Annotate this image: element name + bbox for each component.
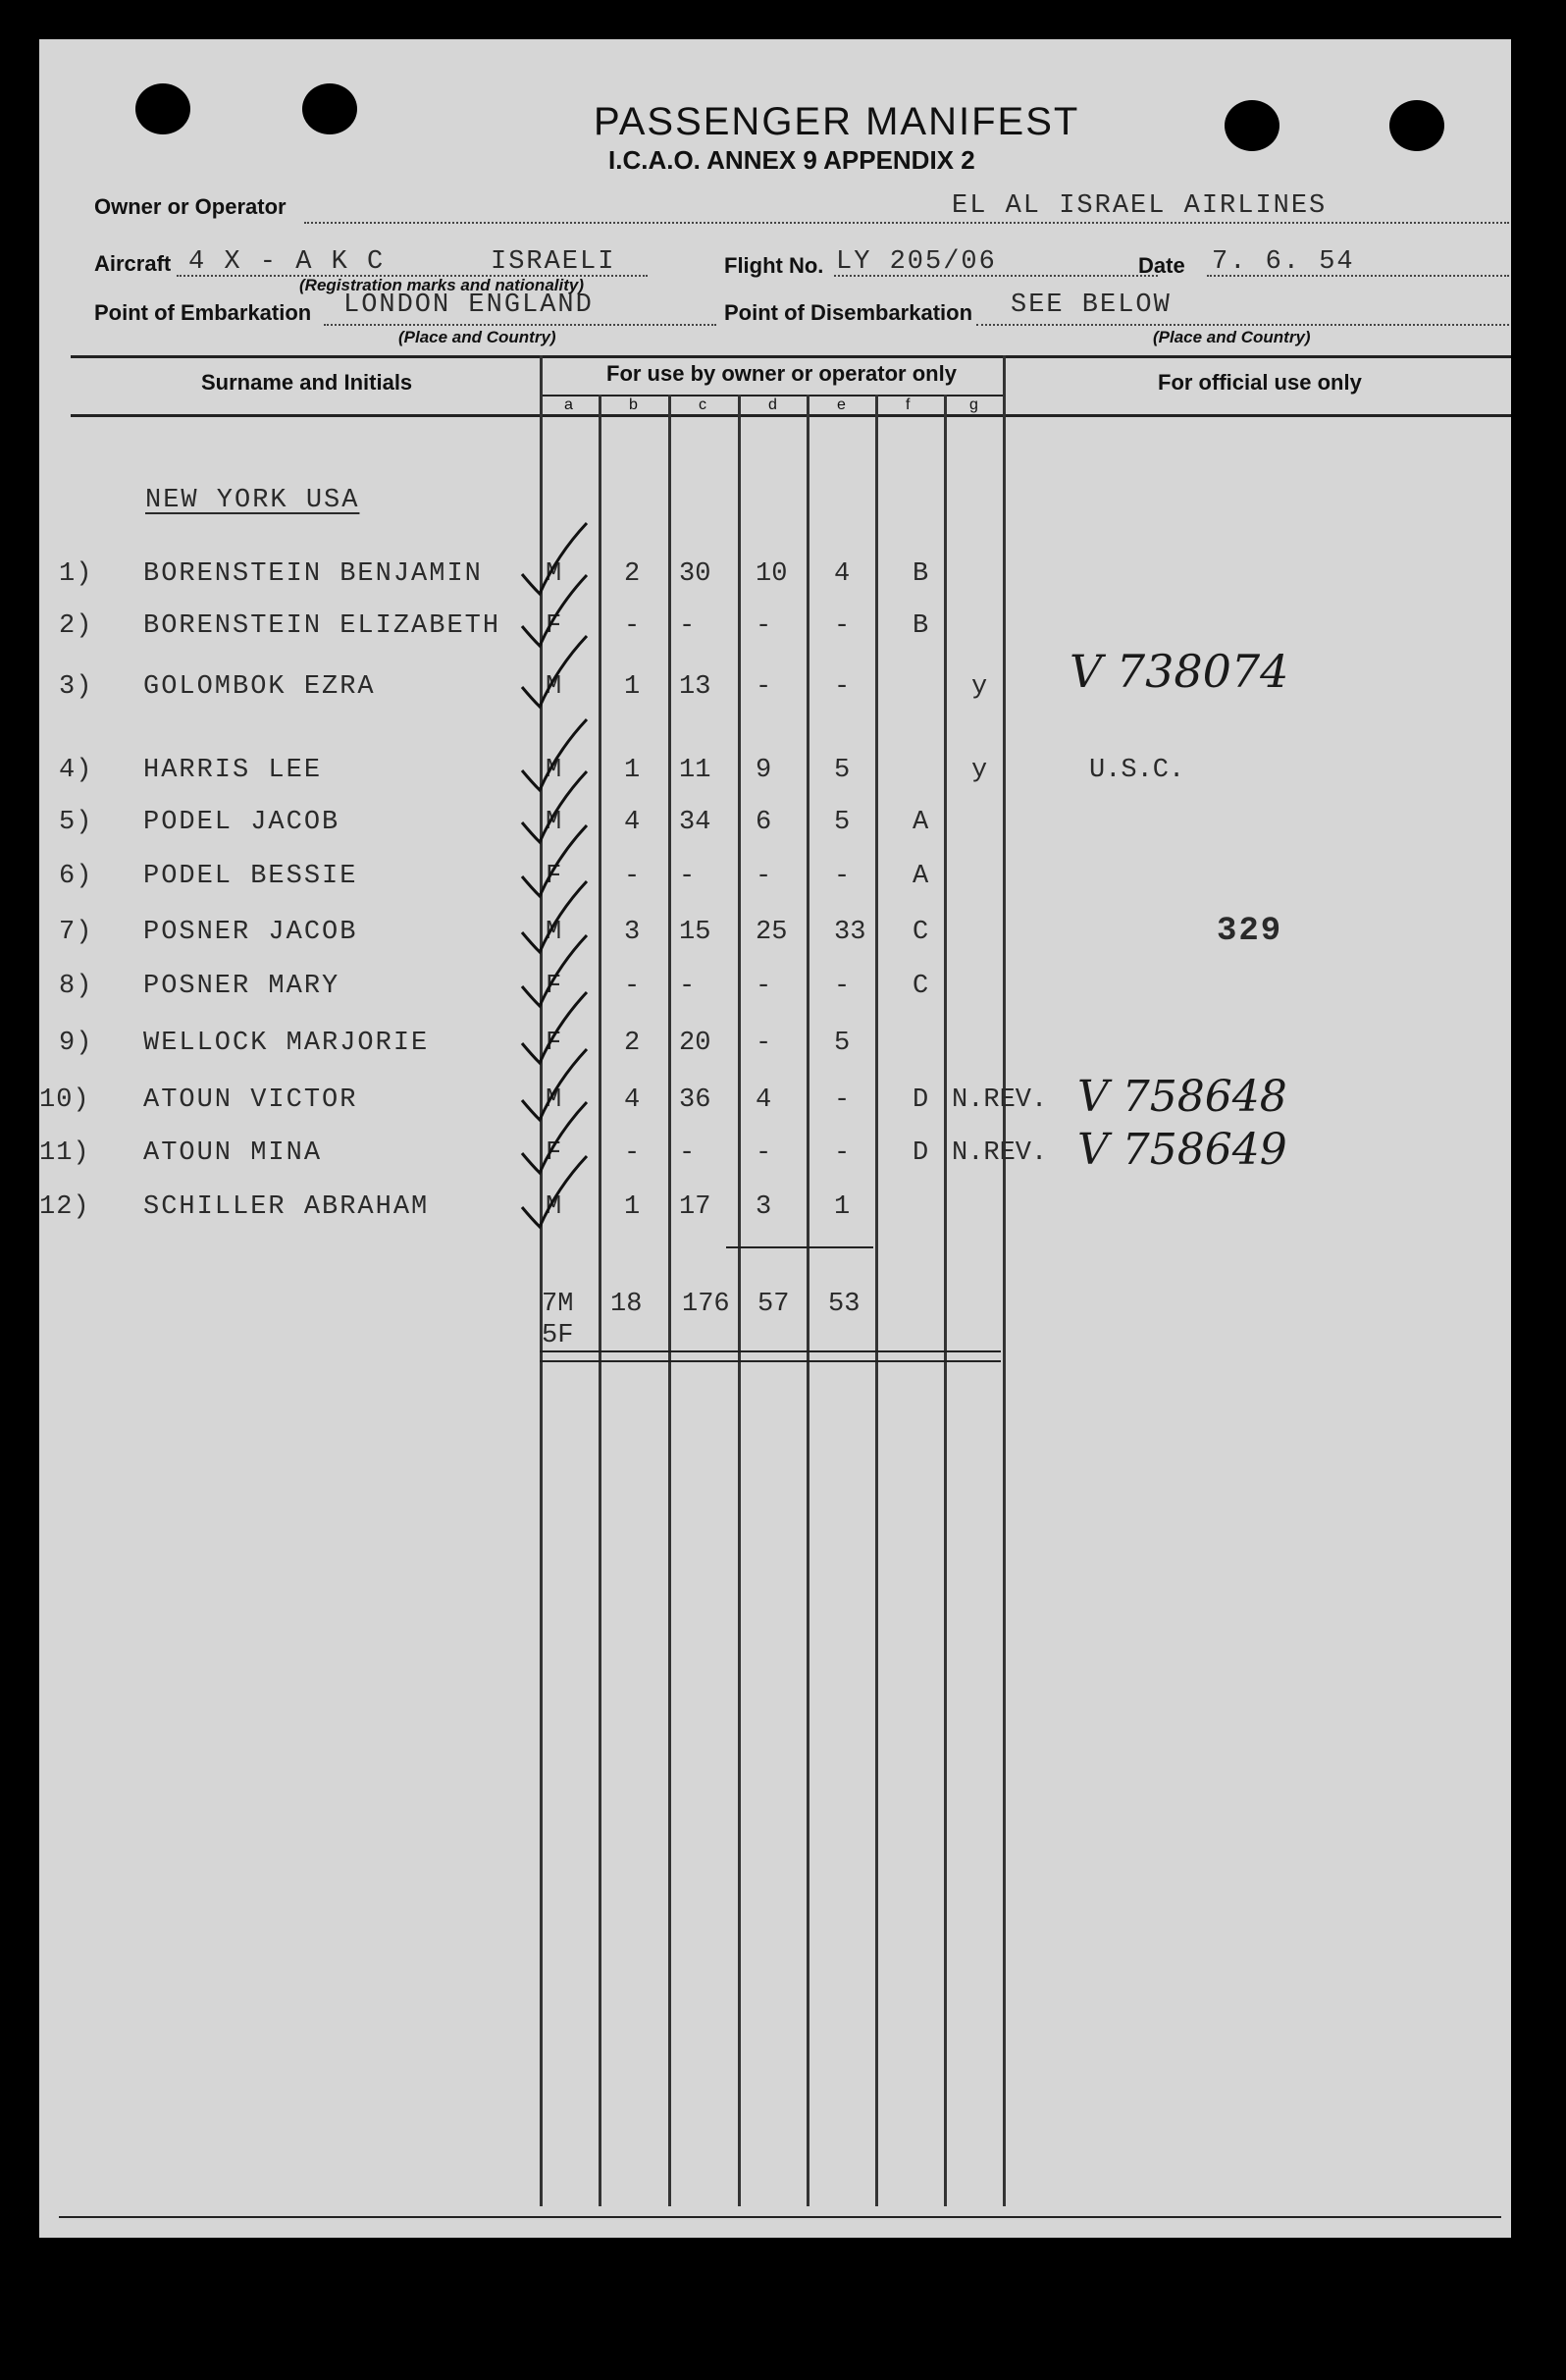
total-e: 53 xyxy=(828,1290,861,1319)
cell-b: 1 xyxy=(624,1192,641,1222)
cell-e: 5 xyxy=(834,756,851,785)
cell-d: 6 xyxy=(756,808,772,837)
row-number: 8) xyxy=(59,972,93,1001)
cell-a: M xyxy=(546,808,562,837)
cell-a: M xyxy=(546,1085,562,1115)
passenger-name: POSNER JACOB xyxy=(143,918,358,947)
cell-f: D xyxy=(913,1085,929,1115)
cell-a: F xyxy=(546,1138,562,1168)
cell-a: F xyxy=(546,972,562,1001)
total-d: 57 xyxy=(757,1290,790,1319)
manifest-sheet xyxy=(39,39,1511,2238)
cell-d: 4 xyxy=(756,1085,772,1115)
row-number: 2) xyxy=(59,611,93,641)
aircraft-label: Aircraft xyxy=(94,251,172,276)
punch-hole xyxy=(1225,100,1279,151)
cell-c: - xyxy=(679,611,696,641)
col-divider xyxy=(738,395,741,2206)
official-note: 329 xyxy=(1217,913,1283,950)
cell-e: - xyxy=(834,862,851,891)
col-divider xyxy=(668,395,671,2206)
cell-e: - xyxy=(834,672,851,702)
cell-c: 30 xyxy=(679,559,711,589)
col-divider xyxy=(944,395,947,2206)
owner-label: Owner or Operator xyxy=(94,194,287,219)
totals-bottom-rule xyxy=(540,1350,1001,1352)
col-owner-header: For use by owner or operator only xyxy=(606,361,957,386)
cell-d: - xyxy=(756,972,772,1001)
cell-b: 2 xyxy=(624,559,641,589)
col-divider xyxy=(1003,355,1006,2206)
date-label: Date xyxy=(1138,253,1185,278)
cell-b: - xyxy=(624,972,641,1001)
table-top-rule xyxy=(71,355,1511,358)
official-handwritten: V 758649 xyxy=(1077,1125,1287,1175)
passenger-name: HARRIS LEE xyxy=(143,756,323,785)
passenger-name: SCHILLER ABRAHAM xyxy=(143,1192,430,1222)
col-surname-header: Surname and Initials xyxy=(201,370,413,395)
row-number: 12) xyxy=(39,1192,90,1222)
totals-bottom-rule xyxy=(540,1360,1001,1362)
official-note: N.REV. xyxy=(952,1085,1048,1115)
subcol-f: f xyxy=(906,397,911,413)
row-number: 11) xyxy=(39,1138,90,1168)
col-divider xyxy=(599,395,601,2206)
cell-e: - xyxy=(834,1085,851,1115)
cell-e: 1 xyxy=(834,1192,851,1222)
cell-f: C xyxy=(913,972,929,1001)
passenger-name: GOLOMBOK EZRA xyxy=(143,672,376,702)
row-number: 7) xyxy=(59,918,93,947)
row-number: 10) xyxy=(39,1085,90,1115)
cell-c: 20 xyxy=(679,1029,711,1058)
cell-c: - xyxy=(679,972,696,1001)
col-divider xyxy=(807,395,809,2206)
cell-b: 3 xyxy=(624,918,641,947)
cell-c: - xyxy=(679,1138,696,1168)
total-males: 7M xyxy=(542,1290,574,1319)
row-number: 6) xyxy=(59,862,93,891)
disembark-value: SEE BELOW xyxy=(1011,291,1172,320)
embark-label: Point of Embarkation xyxy=(94,300,312,325)
disembark-note: (Place and Country) xyxy=(1153,328,1311,346)
cell-c: 36 xyxy=(679,1085,711,1115)
subcol-b: b xyxy=(629,397,638,413)
cell-e: 5 xyxy=(834,808,851,837)
row-number: 4) xyxy=(59,756,93,785)
manifest-subtitle: I.C.A.O. ANNEX 9 APPENDIX 2 xyxy=(608,145,975,175)
passenger-name: WELLOCK MARJORIE xyxy=(143,1029,430,1058)
official-handwritten: V 738074 xyxy=(1070,645,1289,698)
official-note: N.REV. xyxy=(952,1138,1048,1168)
cell-c: 13 xyxy=(679,672,711,702)
subcol-d: d xyxy=(768,397,777,413)
subcol-c: c xyxy=(699,397,706,413)
cell-b: - xyxy=(624,611,641,641)
passenger-name: ATOUN VICTOR xyxy=(143,1085,358,1115)
cell-a: M xyxy=(546,559,562,589)
cell-d: 25 xyxy=(756,918,788,947)
cell-d: - xyxy=(756,611,772,641)
cell-f: A xyxy=(913,808,929,837)
cell-d: 10 xyxy=(756,559,788,589)
cell-d: 3 xyxy=(756,1192,772,1222)
cell-a: F xyxy=(546,862,562,891)
cell-a: M xyxy=(546,672,562,702)
subcol-a: a xyxy=(564,397,573,413)
section-heading: NEW YORK USA xyxy=(145,486,360,515)
registration-note: (Registration marks and nationality) xyxy=(299,276,584,294)
cell-b: - xyxy=(624,1138,641,1168)
cell-d: - xyxy=(756,862,772,891)
row-number: 5) xyxy=(59,808,93,837)
embark-value: LONDON ENGLAND xyxy=(343,291,594,320)
cell-b: 1 xyxy=(624,756,641,785)
cell-d: - xyxy=(756,1138,772,1168)
punch-hole xyxy=(1389,100,1444,151)
manifest-title: PASSENGER MANIFEST xyxy=(594,100,1080,143)
cell-a: M xyxy=(546,918,562,947)
date-value: 7. 6. 54 xyxy=(1212,247,1355,277)
cell-d: 9 xyxy=(756,756,772,785)
passenger-name: PODEL JACOB xyxy=(143,808,340,837)
cell-b: 2 xyxy=(624,1029,641,1058)
cell-e: 5 xyxy=(834,1029,851,1058)
nationality-value: ISRAELI xyxy=(491,247,616,277)
passenger-name: BORENSTEIN ELIZABETH xyxy=(143,611,501,641)
totals-top-rule xyxy=(726,1246,873,1248)
cell-e: 33 xyxy=(834,918,866,947)
cell-b: 4 xyxy=(624,808,641,837)
cell-b: - xyxy=(624,862,641,891)
cell-d: - xyxy=(756,1029,772,1058)
row-number: 9) xyxy=(59,1029,93,1058)
cell-e: 4 xyxy=(834,559,851,589)
cell-c: 17 xyxy=(679,1192,711,1222)
embark-note: (Place and Country) xyxy=(398,328,556,346)
flight-label: Flight No. xyxy=(724,253,824,278)
cell-a: M xyxy=(546,1192,562,1222)
cell-d: - xyxy=(756,672,772,702)
cell-g: y xyxy=(971,672,988,702)
row-number: 3) xyxy=(59,672,93,702)
passenger-name: PODEL BESSIE xyxy=(143,862,358,891)
disembark-dotted-line xyxy=(976,324,1509,326)
subcol-e: e xyxy=(837,397,846,413)
passenger-name: ATOUN MINA xyxy=(143,1138,323,1168)
cell-c: 15 xyxy=(679,918,711,947)
total-c: 176 xyxy=(682,1290,730,1319)
passenger-name: BORENSTEIN BENJAMIN xyxy=(143,559,483,589)
flight-value: LY 205/06 xyxy=(836,247,997,277)
cell-a: F xyxy=(546,1029,562,1058)
cell-g: y xyxy=(971,756,988,785)
punch-hole xyxy=(302,83,357,134)
check-mark-icon xyxy=(510,628,599,716)
cell-e: - xyxy=(834,1138,851,1168)
cell-e: - xyxy=(834,611,851,641)
passenger-name: POSNER MARY xyxy=(143,972,340,1001)
subcol-g: g xyxy=(969,397,978,413)
total-b: 18 xyxy=(610,1290,643,1319)
aircraft-value: 4 X - A K C xyxy=(188,247,386,277)
embark-dotted-line xyxy=(324,324,716,326)
punch-hole xyxy=(135,83,190,134)
cell-f: B xyxy=(913,559,929,589)
cell-a: M xyxy=(546,756,562,785)
cell-c: 11 xyxy=(679,756,711,785)
cell-c: - xyxy=(679,862,696,891)
cell-f: C xyxy=(913,918,929,947)
header-bottom-rule xyxy=(71,414,1511,417)
cell-e: - xyxy=(834,972,851,1001)
owner-dotted-line xyxy=(304,222,1509,224)
page-bottom-rule xyxy=(59,2216,1501,2218)
cell-f: B xyxy=(913,611,929,641)
total-females: 5F xyxy=(542,1321,574,1350)
cell-f: A xyxy=(913,862,929,891)
cell-b: 1 xyxy=(624,672,641,702)
official-note: U.S.C. xyxy=(1089,756,1185,785)
disembark-label: Point of Disembarkation xyxy=(724,300,973,325)
official-handwritten: V 758648 xyxy=(1077,1072,1287,1122)
col-official-header: For official use only xyxy=(1158,370,1362,395)
check-mark-icon xyxy=(510,1148,599,1237)
owner-value: EL AL ISRAEL AIRLINES xyxy=(952,191,1328,221)
cell-b: 4 xyxy=(624,1085,641,1115)
row-number: 1) xyxy=(59,559,93,589)
col-divider xyxy=(875,395,878,2206)
cell-c: 34 xyxy=(679,808,711,837)
cell-a: F xyxy=(546,611,562,641)
cell-f: D xyxy=(913,1138,929,1168)
